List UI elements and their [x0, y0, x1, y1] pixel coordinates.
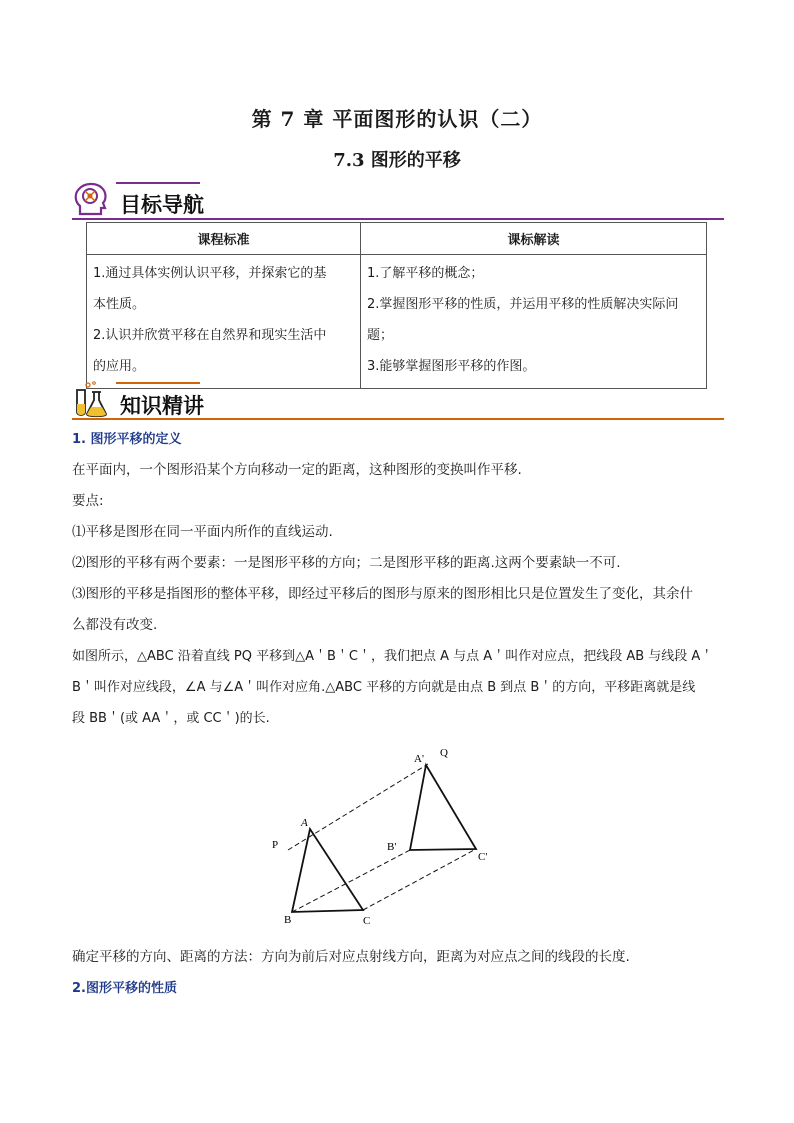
label-a-prime: A': [414, 753, 424, 765]
table-header-interpretation: 课标解读: [361, 223, 707, 255]
point-1: ⑴平移是图形在同一平面内所作的直线运动.: [72, 524, 333, 540]
example-line-1: 如图所示，△ABC 沿着直线 PQ 平移到△A＇B＇C＇，我们把点 A 与点 A＇叫作对应点，把线段 AB 与线段 A＇: [72, 649, 714, 664]
points-label: 要点:: [72, 493, 104, 509]
dashed-cc: [363, 849, 476, 910]
heading-translation-properties: 2.图形平移的性质: [72, 981, 177, 996]
table-cell-standard: [87, 255, 361, 389]
table-line: 的应用。: [93, 359, 146, 374]
label-q: Q: [440, 747, 448, 759]
example-line-2: B＇叫作对应线段，∠A 与∠A＇叫作对应角.△ABC 平移的方向就是由点 B 到点 B＇的方向，平移距离就是线: [72, 680, 696, 695]
label-a: A: [301, 817, 308, 829]
table-line: 3.能够掌握图形平移的作图。: [367, 359, 536, 374]
table-line: 1.通过具体实例认识平移，并探索它的基: [93, 266, 327, 281]
section-title-goals: 目标导航: [120, 193, 204, 217]
section-divider: [72, 418, 724, 420]
table-line: 本性质。: [93, 297, 146, 312]
section-header-goals: [72, 178, 724, 222]
section-title-bar: [116, 182, 200, 184]
label-b: B: [284, 914, 292, 926]
dashed-bb: [292, 850, 410, 912]
table-line: 1.了解平移的概念；: [367, 266, 484, 281]
chapter-title: 第 7 章 平面图形的认识（二）: [251, 107, 543, 131]
label-c-prime: C': [478, 851, 488, 863]
translation-figure: [260, 742, 510, 932]
point-2: ⑵图形的平移有两个要素：一是图形平移的方向；二是图形平移的距离.这两个要素缺一不可.: [72, 555, 621, 571]
section-title: 7.3 图形的平移: [333, 150, 461, 171]
section-header-knowledge: [72, 378, 724, 422]
section-divider: [72, 218, 724, 220]
point-3-line-1: ⑶图形的平移是指图形的整体平移，即经过平移后的图形与原来的图形相比只是位置发生了变化，其余什: [72, 586, 693, 602]
example-line-3: 段 BB＇(或 AA＇，或 CC＇)的长.: [72, 711, 270, 726]
label-p: P: [272, 839, 279, 851]
curriculum-table: [86, 222, 707, 389]
table-line: 2.掌握图形平移的性质，并运用平移的性质解决实际问: [367, 297, 679, 312]
definition-text: 在平面内，一个图形沿某个方向移动一定的距离，这种图形的变换叫作平移.: [72, 462, 522, 478]
brain-gear-icon: [72, 180, 110, 218]
method-text: 确定平移的方向、距离的方法：方向为前后对应点射线方向，距离为对应点之间的线段的长度.: [72, 949, 630, 965]
section-title-bar: [116, 382, 200, 384]
label-c: C: [363, 915, 371, 927]
table-cell-interpretation: [361, 255, 707, 389]
triangle-abc-prime: [410, 765, 476, 850]
label-b-prime: B': [387, 841, 397, 853]
heading-translation-definition: 1. 图形平移的定义: [72, 432, 182, 447]
table-line: 题；: [367, 328, 394, 343]
section-title-knowledge: 知识精讲: [120, 394, 204, 418]
point-3-line-2: 么都没有改变.: [72, 617, 158, 633]
table-line: 2.认识并欣赏平移在自然界和现实生活中: [93, 328, 327, 343]
lab-flask-icon: [72, 380, 112, 420]
table-header-standard: 课程标准: [87, 223, 361, 255]
